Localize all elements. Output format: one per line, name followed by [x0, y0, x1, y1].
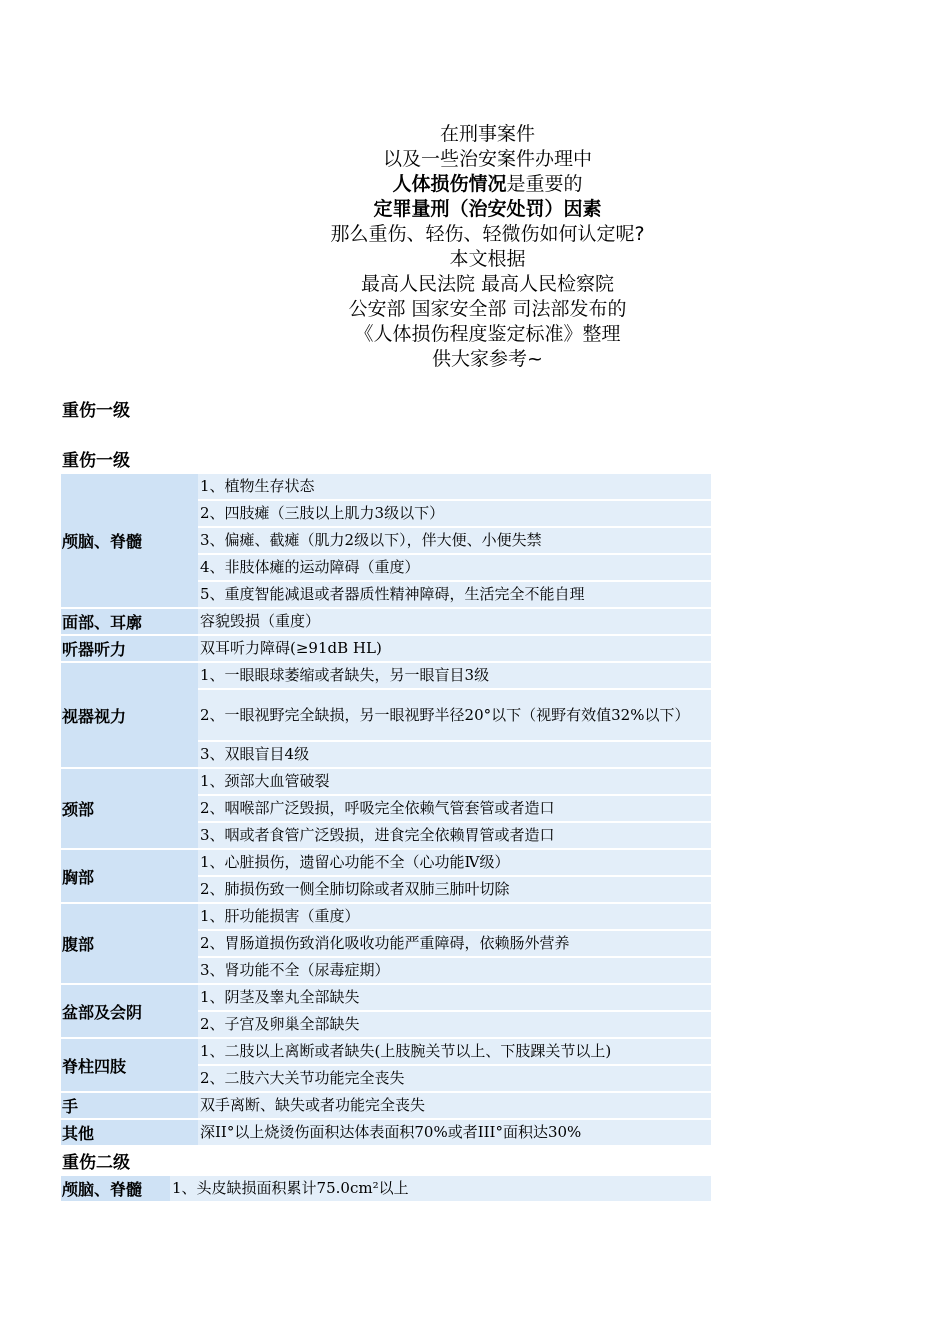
category-cell: 颅脑、脊髓 — [61, 1176, 170, 1203]
category-cell: 听器听力 — [61, 636, 198, 663]
item-cell: 1、阴茎及睾丸全部缺失 — [198, 985, 711, 1012]
item-cell: 1、肝功能损害（重度） — [198, 904, 711, 931]
category-cell: 颈部 — [61, 769, 198, 850]
item-cell: 容貌毁损（重度） — [198, 609, 711, 636]
table-row — [61, 609, 711, 636]
item-cell: 2、四肢瘫（三肢以上肌力3级以下） — [198, 501, 711, 528]
intro-line-7: 最高人民法院 最高人民检察院 — [360, 273, 615, 295]
table-row — [61, 1093, 711, 1120]
item-cell: 2、咽喉部广泛毁损，呼吸完全依赖气管套管或者造口 — [198, 796, 711, 823]
table-row — [61, 1039, 711, 1066]
item-cell: 2、肺损伤致一侧全肺切除或者双肺三肺叶切除 — [198, 877, 711, 904]
table-row — [61, 1120, 711, 1147]
category-cell: 盆部及会阴 — [61, 985, 198, 1039]
table-row — [61, 769, 711, 796]
intro-line-3 — [0, 172, 950, 197]
item-cell: 2、一眼视野完全缺损，另一眼视野半径20°以下（视野有效值32%以下） — [198, 690, 711, 742]
intro-line-4-bold: 定罪量刑（治安处罚）因素 — [373, 198, 602, 220]
intro-line-6: 本文根据 — [449, 248, 526, 270]
table-row — [61, 474, 711, 501]
category-cell: 腹部 — [61, 904, 198, 985]
intro-line-10: 供大家参考~ — [432, 348, 543, 370]
intro-line-4 — [0, 197, 950, 222]
item-cell: 1、植物生存状态 — [198, 474, 711, 501]
item-cell: 1、二肢以上离断或者缺失(上肢腕关节以上、下肢踝关节以上) — [198, 1039, 711, 1066]
intro-line-3-rest: 是重要的 — [506, 173, 583, 195]
item-cell: 2、二肢六大关节功能完全丧失 — [198, 1066, 711, 1093]
category-cell: 胸部 — [61, 850, 198, 904]
table-row — [61, 1176, 711, 1203]
item-cell: 3、咽或者食管广泛毁损，进食完全依赖胃管或者造口 — [198, 823, 711, 850]
section-heading-2: 重伤一级 — [62, 451, 130, 471]
category-cell: 颅脑、脊髓 — [61, 474, 198, 609]
item-cell: 3、偏瘫、截瘫（肌力2级以下），伴大便、小便失禁 — [198, 528, 711, 555]
intro-line-9: 《人体损伤程度鉴定标准》整理 — [354, 323, 621, 345]
section-heading-3: 重伤二级 — [62, 1153, 130, 1173]
category-cell: 脊柱四肢 — [61, 1039, 198, 1093]
item-cell: 深II°以上烧烫伤面积达体表面积70%或者III°面积达30% — [198, 1120, 711, 1147]
intro-line-2: 以及一些治安案件办理中 — [382, 148, 592, 170]
category-cell: 视器视力 — [61, 663, 198, 769]
section-heading-1: 重伤一级 — [62, 401, 130, 421]
intro-line-5: 那么重伤、轻伤、轻微伤如何认定呢? — [330, 223, 645, 245]
category-cell: 其他 — [61, 1120, 198, 1147]
item-cell: 3、肾功能不全（尿毒症期） — [198, 958, 711, 985]
item-cell: 3、双眼盲目4级 — [198, 742, 711, 769]
injury-table-grade2 — [61, 1176, 711, 1203]
item-cell: 1、颈部大血管破裂 — [198, 769, 711, 796]
injury-table-grade1 — [61, 474, 711, 1147]
table-row — [61, 850, 711, 877]
item-cell: 1、心脏损伤，遗留心功能不全（心功能Ⅳ级） — [198, 850, 711, 877]
item-cell: 双耳听力障碍(≥91dB HL) — [198, 636, 711, 663]
table-row — [61, 985, 711, 1012]
table-row — [61, 663, 711, 690]
intro-line-3-bold: 人体损伤情况 — [392, 173, 507, 195]
item-cell: 2、胃肠道损伤致消化吸收功能严重障碍，依赖肠外营养 — [198, 931, 711, 958]
table-row — [61, 904, 711, 931]
item-cell: 5、重度智能减退或者器质性精神障碍，生活完全不能自理 — [198, 582, 711, 609]
intro-line-1: 在刑事案件 — [439, 123, 535, 145]
intro-line-8: 公安部 国家安全部 司法部发布的 — [348, 298, 627, 320]
category-cell: 面部、耳廓 — [61, 609, 198, 636]
item-cell: 4、非肢体瘫的运动障碍（重度） — [198, 555, 711, 582]
item-cell: 1、一眼眼球萎缩或者缺失，另一眼盲目3级 — [198, 663, 711, 690]
item-cell: 双手离断、缺失或者功能完全丧失 — [198, 1093, 711, 1120]
category-cell: 手 — [61, 1093, 198, 1120]
table-row — [61, 636, 711, 663]
intro-block — [0, 122, 950, 372]
item-cell: 2、子宫及卵巢全部缺失 — [198, 1012, 711, 1039]
item-cell: 1、头皮缺损面积累计75.0cm²以上 — [170, 1176, 711, 1203]
